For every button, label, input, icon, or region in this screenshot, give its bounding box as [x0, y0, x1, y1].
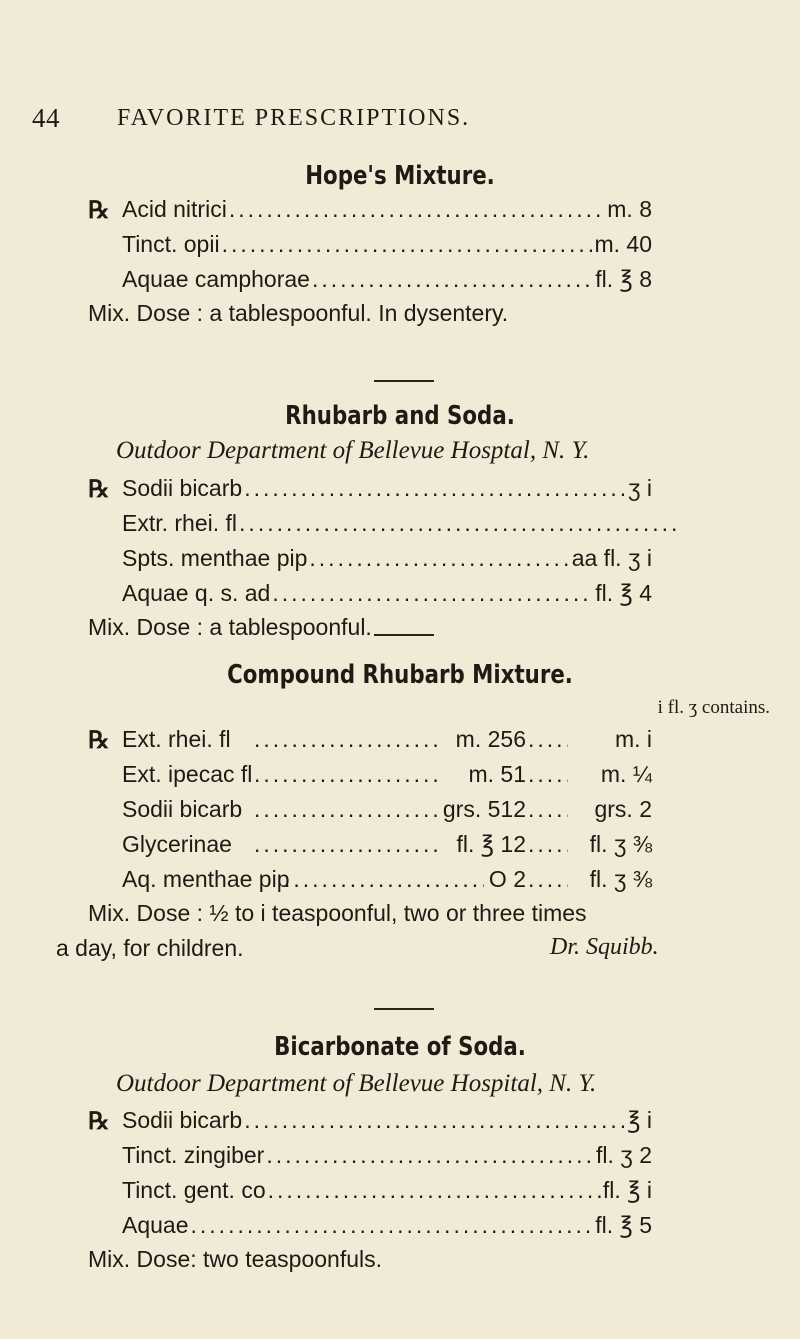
section-title-compound-rhubarb-mixture: Compound Rhubarb Mixture. [227, 660, 573, 690]
author-attribution: Dr. Squibb. [550, 934, 659, 960]
ingredient-line: Glycerinae ..... fl. ℥ 12 ..... fl. ʒ ⅜ [122, 831, 652, 861]
section-subtitle: Outdoor Department of Bellevue Hospital, N. Y. [116, 1070, 597, 1097]
dose-instructions-continued: a day, for children. [56, 935, 244, 961]
page-header [32, 103, 772, 143]
section-divider [374, 380, 434, 382]
rx-symbol: ℞ [88, 725, 110, 754]
ingredient-line: Tinct. opii ..... m. 40 [122, 231, 652, 261]
dose-instructions: Mix. Dose : a tablespoonful. [88, 614, 372, 640]
ingredient-line: Spts. menthae pip ..... aa fl. ʒ i [122, 545, 652, 575]
ingredient-line: Sodii bicarb ..... grs. 512 ..... grs. 2 [122, 796, 652, 826]
ingredient-line: Aquae ..... fl. ℥ 5 [122, 1212, 652, 1242]
section-title-rhubarb-and-soda: Rhubarb and Soda. [285, 401, 515, 431]
ingredient-line: Sodii bicarb ..... ʒ i [122, 475, 652, 505]
running-title: FAVORITE PRESCRIPTIONS. [117, 105, 471, 131]
ingredient-line: Acid nitrici ..... m. 8 [122, 196, 652, 226]
ingredient-line: Ext. ipecac fl ..... m. 51 ..... m. ¼ [122, 761, 652, 791]
ingredient-line: Aq. menthae pip ..... O 2 ..... fl. ʒ ⅜ [122, 866, 652, 896]
ingredient-line: Tinct. gent. co ..... fl. ℥ i [122, 1177, 652, 1207]
section-title-hopes-mixture: Hope's Mixture. [305, 161, 495, 191]
section-divider [374, 1008, 434, 1010]
ingredient-line: Tinct. zingiber ..... fl. ʒ 2 [122, 1142, 652, 1172]
per-dram-note: i fl. ʒ contains. [657, 697, 770, 718]
rx-symbol: ℞ [88, 474, 110, 503]
page-number: 44 [32, 103, 60, 133]
ingredient-line: Aquae q. s. ad ..... fl. ℥ 4 [122, 580, 652, 610]
rx-symbol: ℞ [88, 1106, 110, 1135]
dose-instructions: Mix. Dose : a tablespoonful. In dysentery. [88, 300, 509, 326]
ingredient-line: Aquae camphorae ..... fl. ℥ 8 [122, 266, 652, 296]
rx-symbol: ℞ [88, 195, 110, 224]
section-title-bicarbonate-of-soda: Bicarbonate of Soda. [274, 1032, 526, 1062]
dose-instructions: Mix. Dose: two teaspoonfuls. [88, 1246, 383, 1272]
section-subtitle: Outdoor Department of Bellevue Hosptal, N. Y. [116, 437, 590, 464]
ingredient-line: Sodii bicarb ..... ℥ i [122, 1107, 652, 1137]
ingredient-line: Extr. rhei. fl ..... [122, 510, 682, 540]
section-divider [374, 634, 434, 636]
ingredient-line: Ext. rhei. fl ..... m. 256 ..... m. i [122, 726, 652, 756]
dose-instructions: Mix. Dose : ½ to i teaspoonful, two or three times [88, 900, 587, 926]
